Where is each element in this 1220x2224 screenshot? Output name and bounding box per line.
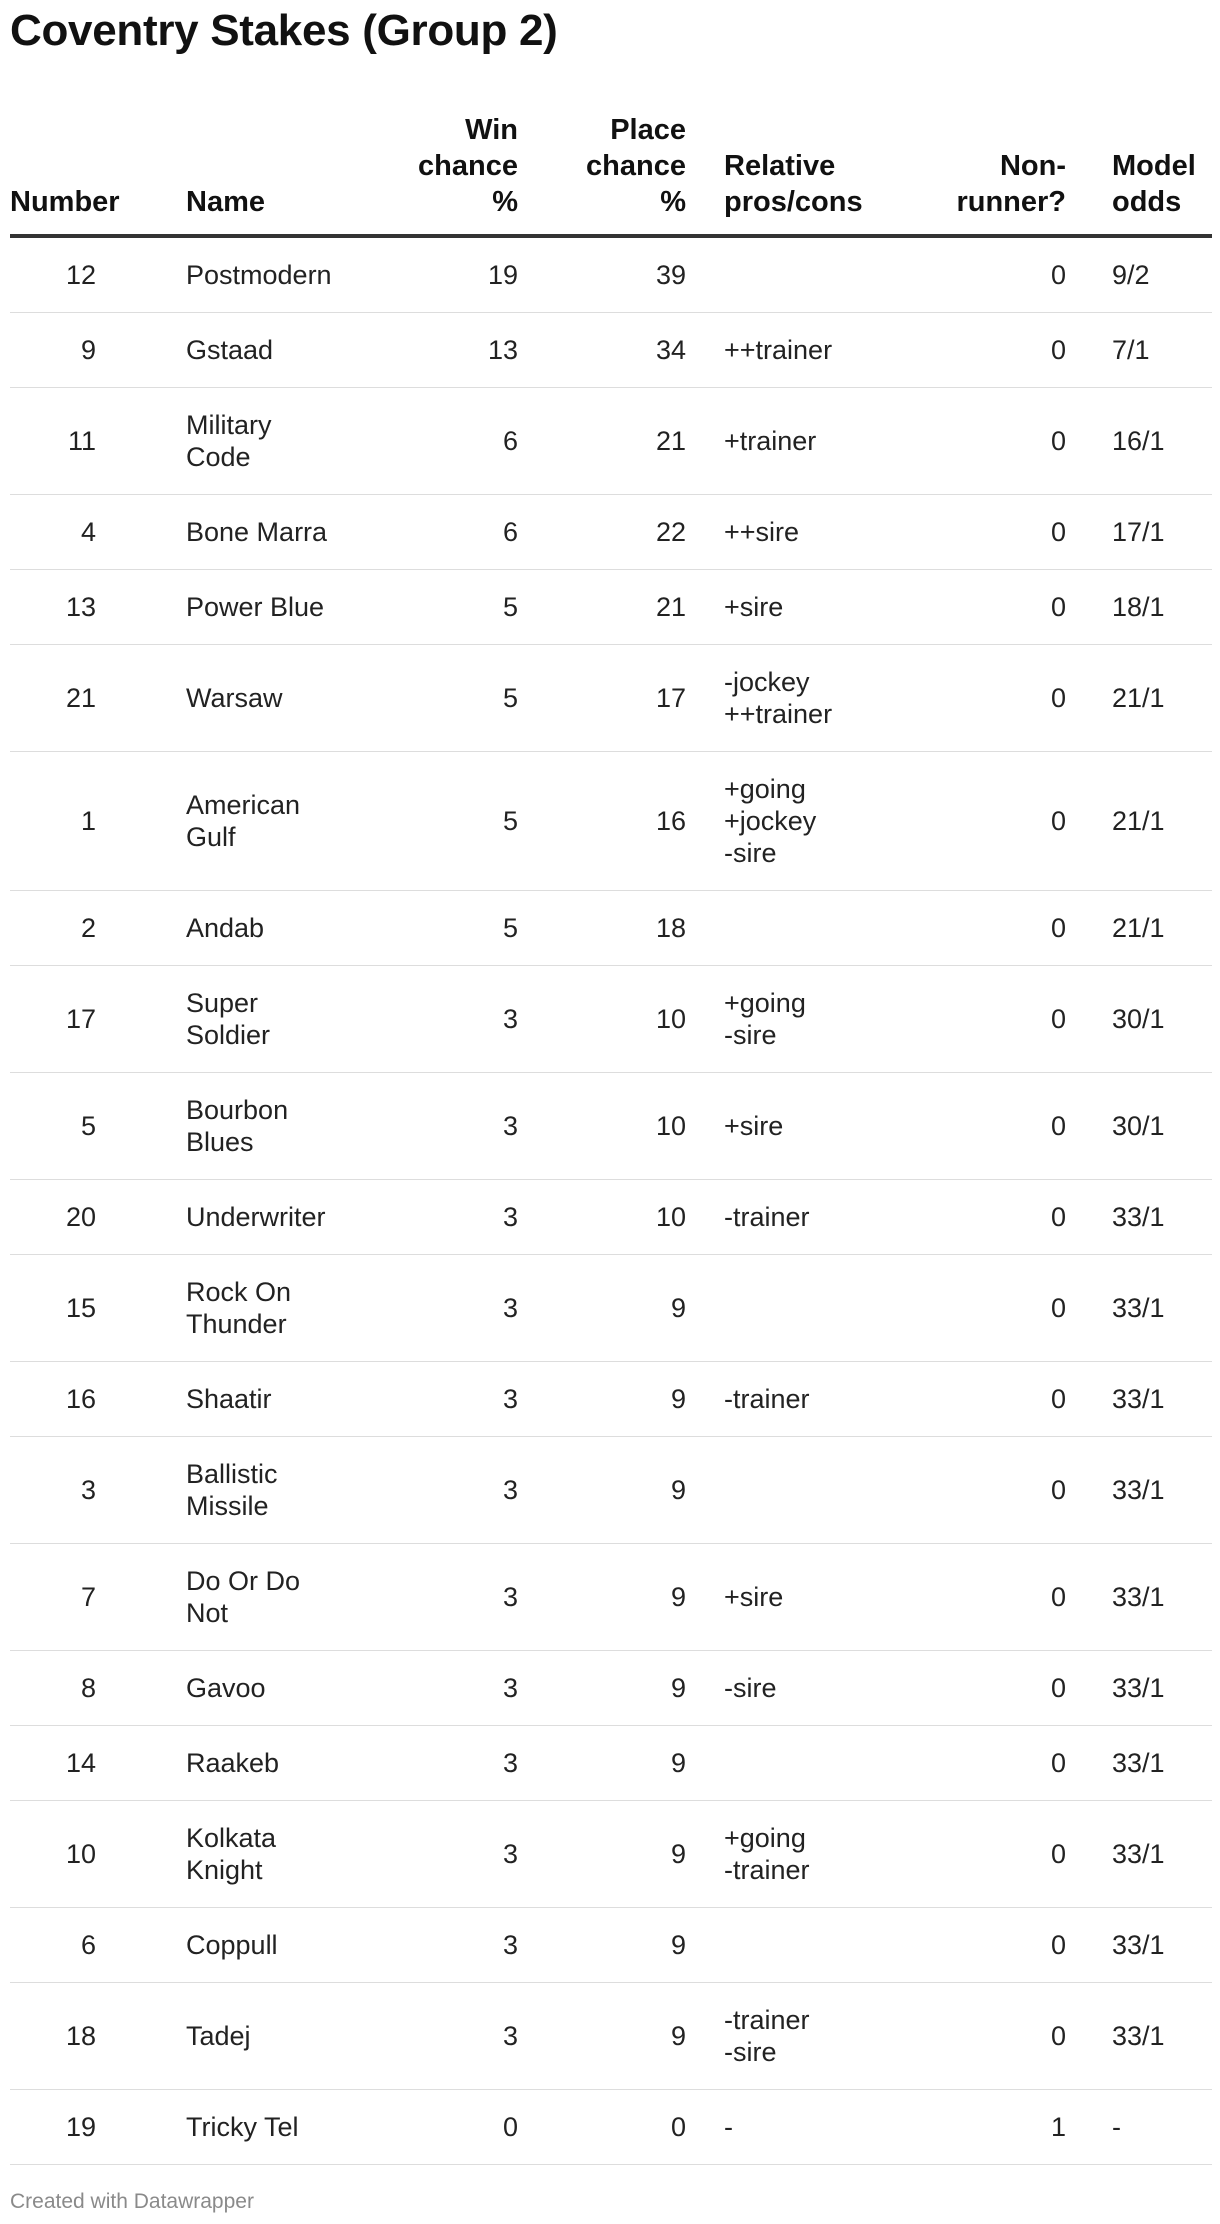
- column-header-win-chance[interactable]: Win chance %: [366, 112, 518, 236]
- cell-place-chance: 10: [518, 1180, 686, 1255]
- cell-non-runner: 0: [872, 1073, 1066, 1180]
- cell-number: 12: [10, 236, 126, 313]
- cell-number: 9: [10, 313, 126, 388]
- cell-model-odds: 33/1: [1066, 1651, 1212, 1726]
- cell-win-chance: 5: [366, 645, 518, 752]
- cell-non-runner: 0: [872, 1651, 1066, 1726]
- cell-model-odds: 30/1: [1066, 1073, 1212, 1180]
- table-row: [10, 236, 1212, 313]
- table-row: [10, 966, 1212, 1073]
- cell-place-chance: 34: [518, 313, 686, 388]
- cell-model-odds: 33/1: [1066, 1544, 1212, 1651]
- cell-non-runner: 0: [872, 1362, 1066, 1437]
- column-header-model-odds[interactable]: Model odds: [1066, 112, 1212, 236]
- table-row: [10, 645, 1212, 752]
- cell-number: 15: [10, 1255, 126, 1362]
- cell-name: Gavoo: [186, 1651, 366, 1726]
- cell-name: Tricky Tel: [186, 2090, 366, 2165]
- cell-win-chance: 3: [366, 966, 518, 1073]
- cell-place-chance: 21: [518, 570, 686, 645]
- cell-pros-cons: -trainer: [686, 1180, 872, 1255]
- cell-pros-cons: ++sire: [686, 495, 872, 570]
- cell-name: Gstaad: [186, 313, 366, 388]
- cell-model-odds: 17/1: [1066, 495, 1212, 570]
- cell-place-chance: 9: [518, 1726, 686, 1801]
- column-header-name[interactable]: Name: [186, 112, 366, 236]
- cell-place-chance: 9: [518, 1255, 686, 1362]
- cell-pros-cons: -: [686, 2090, 872, 2165]
- cell-name: Power Blue: [186, 570, 366, 645]
- cell-number: 13: [10, 570, 126, 645]
- cell-win-chance: 3: [366, 1437, 518, 1544]
- cell-number: 6: [10, 1908, 126, 1983]
- cell-name: Warsaw: [186, 645, 366, 752]
- cell-pros-cons: [686, 891, 872, 966]
- cell-name: Bourbon Blues: [186, 1073, 366, 1180]
- table-row: [10, 313, 1212, 388]
- cell-non-runner: 0: [872, 1437, 1066, 1544]
- cell-name: Do Or Do Not: [186, 1544, 366, 1651]
- cell-model-odds: 18/1: [1066, 570, 1212, 645]
- cell-non-runner: 0: [872, 752, 1066, 891]
- odds-table: [10, 112, 1212, 2165]
- cell-number: 17: [10, 966, 126, 1073]
- cell-non-runner: 0: [872, 1180, 1066, 1255]
- cell-pros-cons: -sire: [686, 1651, 872, 1726]
- cell-non-runner: 0: [872, 313, 1066, 388]
- cell-number: 14: [10, 1726, 126, 1801]
- table-row: [10, 1255, 1212, 1362]
- cell-pros-cons: +sire: [686, 570, 872, 645]
- cell-place-chance: 16: [518, 752, 686, 891]
- cell-pros-cons: +going -trainer: [686, 1801, 872, 1908]
- cell-number: 18: [10, 1983, 126, 2090]
- table-row: [10, 1362, 1212, 1437]
- cell-number: 3: [10, 1437, 126, 1544]
- cell-place-chance: 9: [518, 1651, 686, 1726]
- table-row: [10, 495, 1212, 570]
- cell-place-chance: 0: [518, 2090, 686, 2165]
- table-row: [10, 388, 1212, 495]
- table-row: [10, 891, 1212, 966]
- cell-non-runner: 0: [872, 1255, 1066, 1362]
- cell-win-chance: 5: [366, 570, 518, 645]
- cell-pros-cons: +sire: [686, 1073, 872, 1180]
- column-header-relative-pros-cons[interactable]: Relative pros/cons: [686, 112, 872, 236]
- cell-number: 8: [10, 1651, 126, 1726]
- cell-non-runner: 0: [872, 1908, 1066, 1983]
- cell-place-chance: 9: [518, 1908, 686, 1983]
- cell-number: 2: [10, 891, 126, 966]
- cell-pros-cons: ++trainer: [686, 313, 872, 388]
- cell-model-odds: 33/1: [1066, 1908, 1212, 1983]
- cell-non-runner: 0: [872, 1801, 1066, 1908]
- table-row: [10, 2090, 1212, 2165]
- cell-non-runner: 0: [872, 1983, 1066, 2090]
- cell-non-runner: 0: [872, 1726, 1066, 1801]
- cell-number: 11: [10, 388, 126, 495]
- cell-name: Raakeb: [186, 1726, 366, 1801]
- cell-win-chance: 3: [366, 1362, 518, 1437]
- cell-model-odds: 30/1: [1066, 966, 1212, 1073]
- cell-win-chance: 3: [366, 1908, 518, 1983]
- cell-name: Coppull: [186, 1908, 366, 1983]
- cell-win-chance: 13: [366, 313, 518, 388]
- cell-place-chance: 39: [518, 236, 686, 313]
- cell-name: Kolkata Knight: [186, 1801, 366, 1908]
- cell-place-chance: 10: [518, 1073, 686, 1180]
- cell-pros-cons: -jockey ++trainer: [686, 645, 872, 752]
- cell-model-odds: 9/2: [1066, 236, 1212, 313]
- cell-place-chance: 9: [518, 1801, 686, 1908]
- cell-non-runner: 0: [872, 570, 1066, 645]
- cell-number: 10: [10, 1801, 126, 1908]
- table-row: [10, 1073, 1212, 1180]
- cell-place-chance: 9: [518, 1437, 686, 1544]
- cell-name: American Gulf: [186, 752, 366, 891]
- table-header: [10, 112, 1212, 236]
- cell-win-chance: 6: [366, 388, 518, 495]
- cell-name: Super Soldier: [186, 966, 366, 1073]
- cell-non-runner: 1: [872, 2090, 1066, 2165]
- cell-place-chance: 17: [518, 645, 686, 752]
- cell-non-runner: 0: [872, 495, 1066, 570]
- table-row: [10, 1726, 1212, 1801]
- cell-name: Postmodern: [186, 236, 366, 313]
- cell-pros-cons: [686, 236, 872, 313]
- cell-pros-cons: +trainer: [686, 388, 872, 495]
- cell-place-chance: 18: [518, 891, 686, 966]
- table-row: [10, 1801, 1212, 1908]
- cell-pros-cons: [686, 1908, 872, 1983]
- cell-place-chance: 9: [518, 1544, 686, 1651]
- cell-win-chance: 0: [366, 2090, 518, 2165]
- cell-name: Shaatir: [186, 1362, 366, 1437]
- cell-win-chance: 3: [366, 1073, 518, 1180]
- cell-non-runner: 0: [872, 891, 1066, 966]
- cell-pros-cons: [686, 1726, 872, 1801]
- cell-number: 16: [10, 1362, 126, 1437]
- cell-non-runner: 0: [872, 388, 1066, 495]
- cell-model-odds: 16/1: [1066, 388, 1212, 495]
- cell-place-chance: 9: [518, 1983, 686, 2090]
- cell-model-odds: 21/1: [1066, 645, 1212, 752]
- table-row: [10, 1544, 1212, 1651]
- cell-place-chance: 21: [518, 388, 686, 495]
- cell-non-runner: 0: [872, 236, 1066, 313]
- cell-model-odds: 21/1: [1066, 891, 1212, 966]
- cell-name: Ballistic Missile: [186, 1437, 366, 1544]
- cell-win-chance: 5: [366, 752, 518, 891]
- page-title: Coventry Stakes (Group 2): [10, 6, 558, 55]
- footer-credit: Created with Datawrapper: [10, 2190, 254, 2213]
- cell-name: Military Code: [186, 388, 366, 495]
- cell-name: Tadej: [186, 1983, 366, 2090]
- cell-win-chance: 19: [366, 236, 518, 313]
- table-row: [10, 570, 1212, 645]
- cell-win-chance: 3: [366, 1255, 518, 1362]
- cell-pros-cons: +sire: [686, 1544, 872, 1651]
- cell-number: 20: [10, 1180, 126, 1255]
- cell-model-odds: -: [1066, 2090, 1212, 2165]
- table-row: [10, 1437, 1212, 1544]
- cell-model-odds: 7/1: [1066, 313, 1212, 388]
- cell-number: 19: [10, 2090, 126, 2165]
- cell-model-odds: 33/1: [1066, 1801, 1212, 1908]
- table-row: [10, 1908, 1212, 1983]
- cell-pros-cons: -trainer -sire: [686, 1983, 872, 2090]
- column-header-number[interactable]: Number: [10, 112, 126, 236]
- cell-model-odds: 33/1: [1066, 1437, 1212, 1544]
- cell-number: 1: [10, 752, 126, 891]
- cell-win-chance: 3: [366, 1983, 518, 2090]
- cell-model-odds: 33/1: [1066, 1255, 1212, 1362]
- cell-win-chance: 3: [366, 1651, 518, 1726]
- cell-number: 5: [10, 1073, 126, 1180]
- cell-model-odds: 33/1: [1066, 1726, 1212, 1801]
- cell-model-odds: 33/1: [1066, 1983, 1212, 2090]
- cell-name: Underwriter: [186, 1180, 366, 1255]
- cell-pros-cons: [686, 1437, 872, 1544]
- column-header-place-chance[interactable]: Place chance %: [518, 112, 686, 236]
- cell-pros-cons: -trainer: [686, 1362, 872, 1437]
- column-header-non-runner[interactable]: Non- runner?: [872, 112, 1066, 236]
- table-row: [10, 1651, 1212, 1726]
- cell-place-chance: 22: [518, 495, 686, 570]
- cell-number: 7: [10, 1544, 126, 1651]
- cell-non-runner: 0: [872, 1544, 1066, 1651]
- cell-model-odds: 21/1: [1066, 752, 1212, 891]
- cell-number: 4: [10, 495, 126, 570]
- cell-win-chance: 3: [366, 1726, 518, 1801]
- cell-model-odds: 33/1: [1066, 1362, 1212, 1437]
- cell-pros-cons: [686, 1255, 872, 1362]
- table-body: [10, 236, 1212, 2165]
- cell-name: Bone Marra: [186, 495, 366, 570]
- cell-win-chance: 3: [366, 1180, 518, 1255]
- cell-name: Andab: [186, 891, 366, 966]
- cell-win-chance: 6: [366, 495, 518, 570]
- table-row: [10, 752, 1212, 891]
- cell-place-chance: 10: [518, 966, 686, 1073]
- cell-win-chance: 3: [366, 1544, 518, 1651]
- cell-model-odds: 33/1: [1066, 1180, 1212, 1255]
- table-row: [10, 1983, 1212, 2090]
- cell-name: Rock On Thunder: [186, 1255, 366, 1362]
- cell-win-chance: 5: [366, 891, 518, 966]
- cell-pros-cons: +going +jockey -sire: [686, 752, 872, 891]
- cell-non-runner: 0: [872, 966, 1066, 1073]
- cell-number: 21: [10, 645, 126, 752]
- table-row: [10, 1180, 1212, 1255]
- cell-non-runner: 0: [872, 645, 1066, 752]
- cell-win-chance: 3: [366, 1801, 518, 1908]
- cell-pros-cons: +going -sire: [686, 966, 872, 1073]
- cell-place-chance: 9: [518, 1362, 686, 1437]
